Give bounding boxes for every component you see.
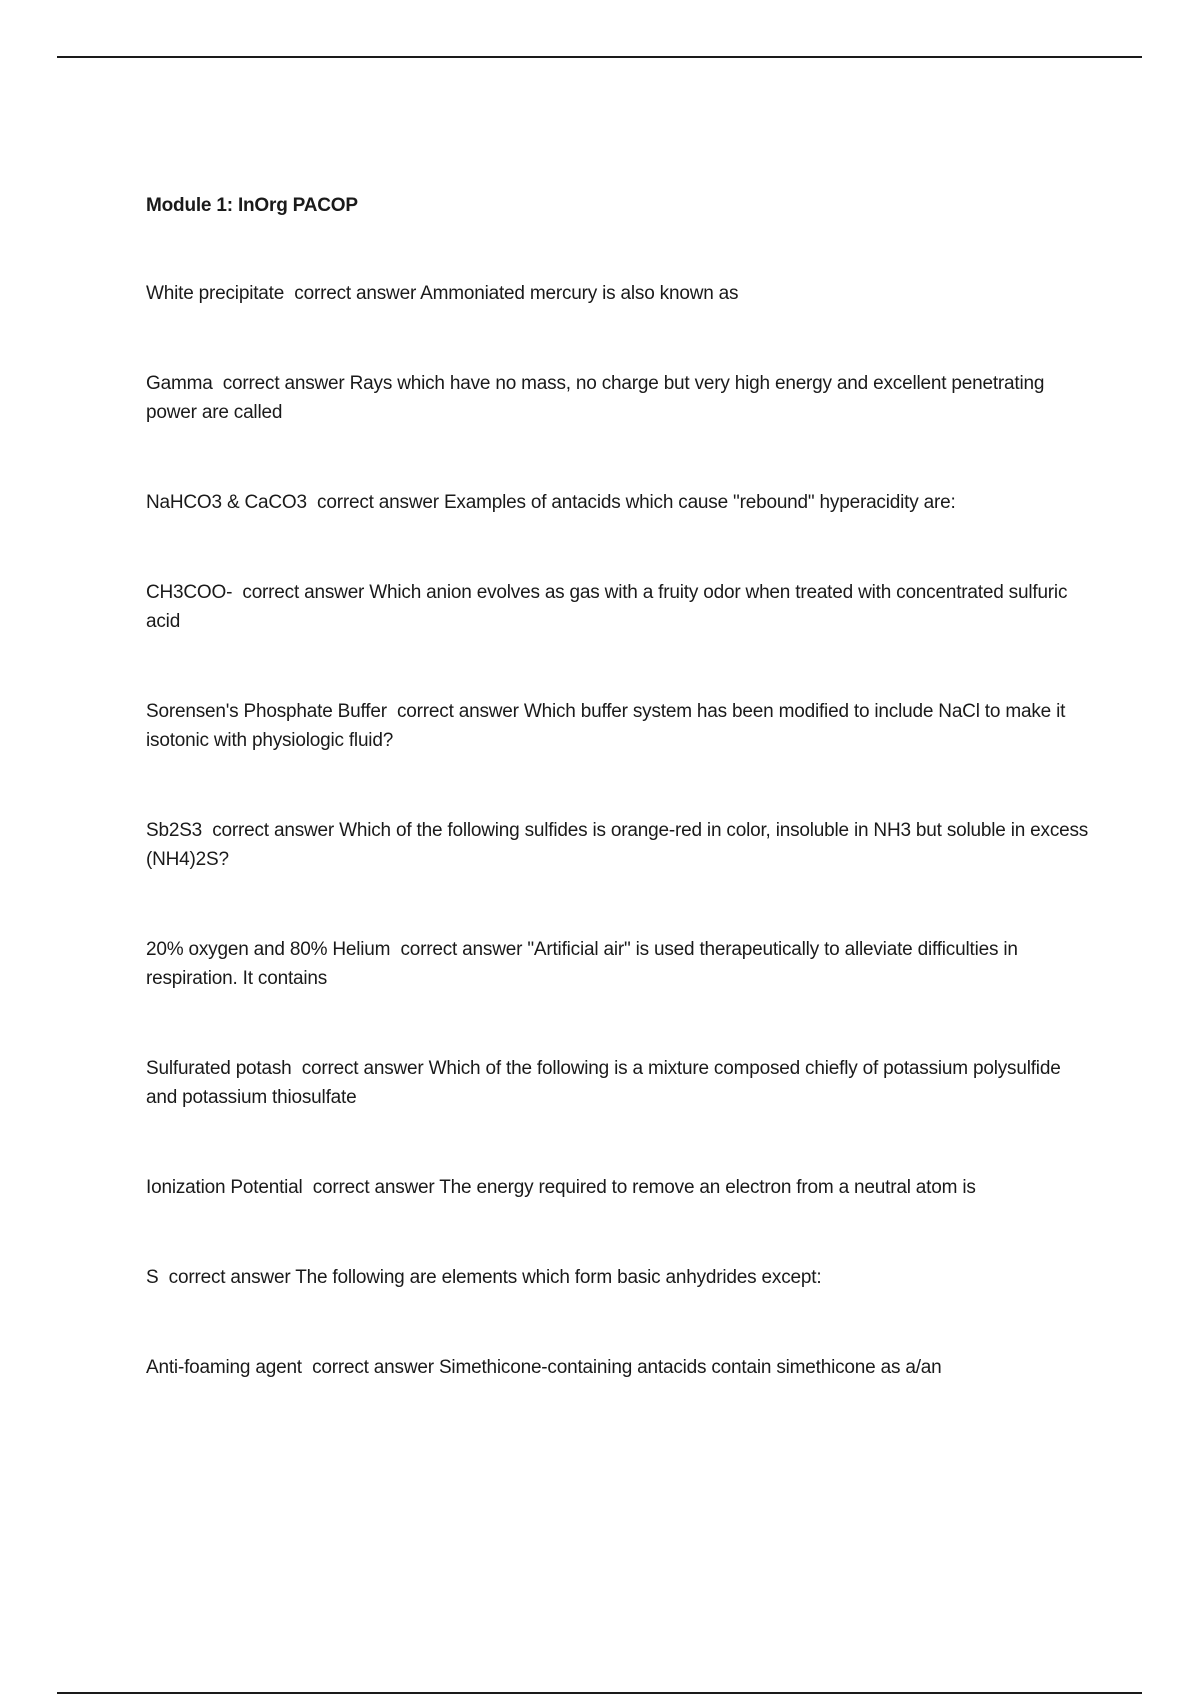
qa-item — [146, 369, 1096, 427]
question-text: Which of the following is a mixture composed chiefly of potassium polysulfide and potassium thiosulfate — [146, 1058, 1061, 1108]
qa-item — [146, 1054, 1096, 1112]
question-text: The energy required to remove an electron from a neutral atom is — [439, 1177, 976, 1198]
top-rule — [57, 56, 1142, 58]
qa-list — [146, 279, 1096, 1382]
qa-item — [146, 279, 1096, 308]
qa-item — [146, 1173, 1096, 1202]
separator-text: correct answer — [222, 373, 345, 394]
answer-text: CH3COO- — [146, 582, 233, 603]
separator-text: correct answer — [397, 701, 519, 722]
separator-text: correct answer — [294, 283, 417, 304]
answer-text: Gamma — [146, 373, 213, 394]
qa-item — [146, 1263, 1096, 1292]
question-text: Which of the following sulfides is orange-red in color, insoluble in NH3 but soluble in excess (NH4)2S? — [146, 820, 1089, 870]
document-body — [146, 193, 1096, 1443]
question-text: Which buffer system has been modified to include NaCl to make it isotonic with physiologic fluid? — [146, 701, 1066, 751]
document-title: Module 1: InOrg PACOP — [146, 195, 358, 216]
separator-text: correct answer — [312, 1357, 434, 1378]
answer-text: Sb2S3 — [146, 820, 203, 841]
separator-text: correct answer — [317, 492, 439, 513]
answer-text: Anti-foaming agent — [146, 1357, 302, 1378]
qa-item — [146, 488, 1096, 517]
question-text: Which anion evolves as gas with a fruity odor when treated with concentrated sulfuric acid — [146, 582, 1068, 632]
qa-item — [146, 697, 1096, 755]
separator-text: correct answer — [400, 939, 523, 960]
separator-text: correct answer — [212, 820, 335, 841]
bottom-rule — [57, 1692, 1142, 1694]
answer-text: S — [146, 1267, 159, 1288]
answer-text: White precipitate — [146, 283, 285, 304]
qa-item — [146, 1353, 1096, 1382]
separator-text: correct answer — [301, 1058, 424, 1079]
qa-item — [146, 578, 1096, 636]
question-text: Rays which have no mass, no charge but very high energy and excellent penetrating power are called — [146, 373, 1045, 423]
qa-item — [146, 816, 1096, 874]
separator-text: correct answer — [312, 1177, 435, 1198]
answer-text: Sulfurated potash — [146, 1058, 292, 1079]
qa-item — [146, 935, 1096, 993]
question-text: The following are elements which form basic anhydrides except: — [295, 1267, 822, 1288]
separator-text: correct answer — [242, 582, 365, 603]
question-text: "Artificial air" is used therapeutically to alleviate difficulties in respiration. It contains — [146, 939, 1018, 989]
answer-text: Ionization Potential — [146, 1177, 303, 1198]
answer-text: Sorensen's Phosphate Buffer — [146, 701, 387, 722]
separator-text: correct answer — [168, 1267, 291, 1288]
question-text: Simethicone-containing antacids contain simethicone as a/an — [438, 1357, 942, 1378]
question-text: Ammoniated mercury is also known as — [420, 283, 739, 304]
answer-text: 20% oxygen and 80% Helium — [146, 939, 391, 960]
question-text: Examples of antacids which cause "rebound" hyperacidity are: — [443, 492, 956, 513]
answer-text: NaHCO3 & CaCO3 — [146, 492, 307, 513]
